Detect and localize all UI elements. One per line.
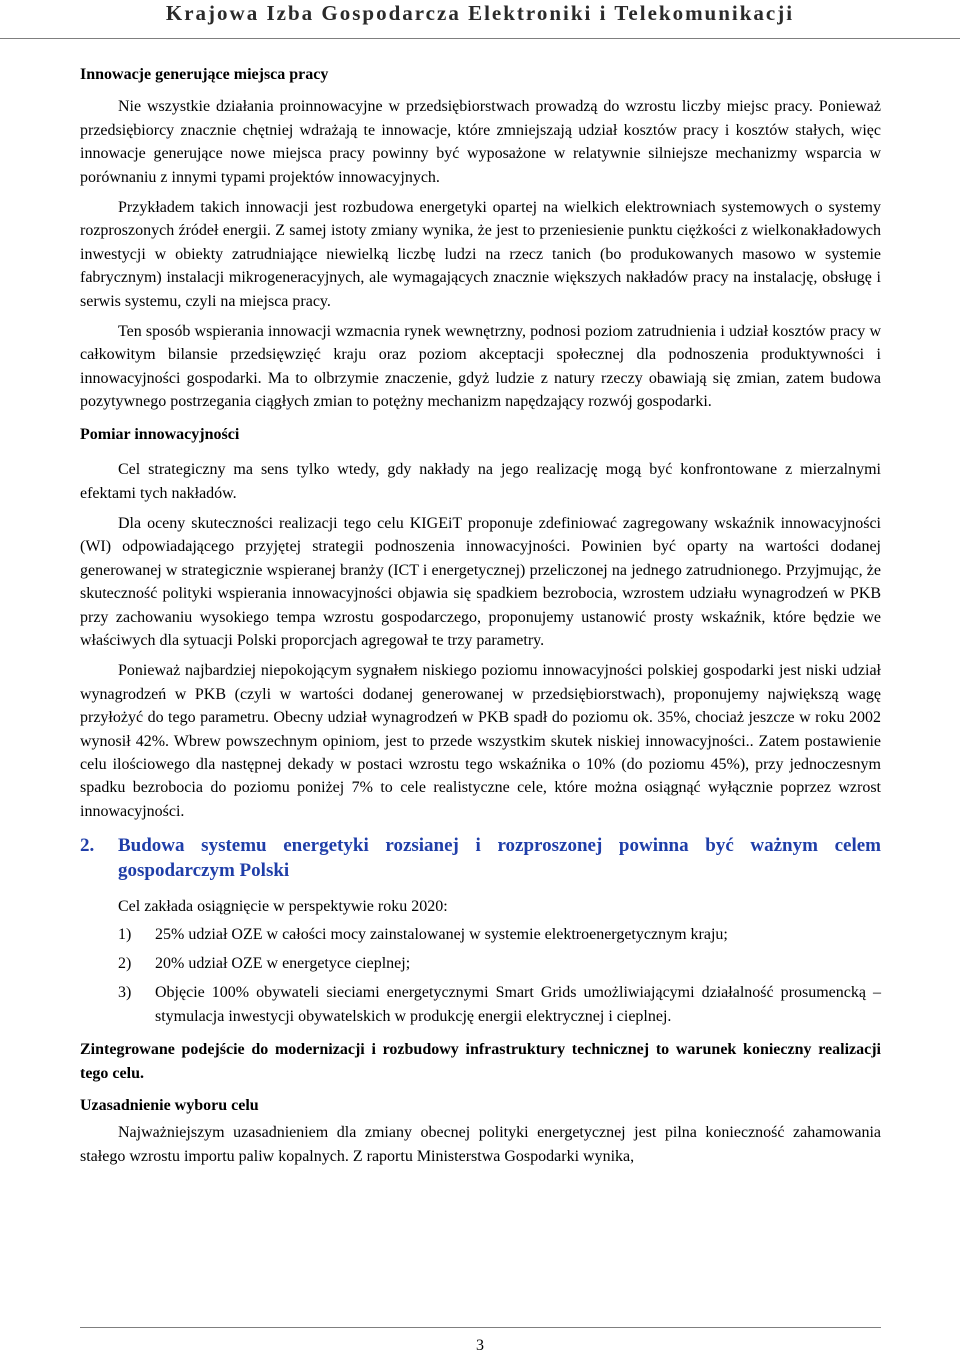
section-number: 2. (80, 835, 95, 857)
list-item-number: 1) (118, 925, 132, 943)
heading-innovations: Innowacje generujące miejsca pracy (80, 66, 329, 83)
list-item (80, 923, 881, 946)
page-number: 3 (476, 1337, 484, 1354)
goals-intro: Cel zakłada osiągnięcie w perspektywie roku 2020: (118, 898, 448, 916)
header-divider (0, 38, 960, 39)
paragraph: Najważniejszym uzasadnieniem dla zmiany obecnej polityki energetycznej jest pilna konieczność zahamowania stałego wzrostu importu paliw kopalnych. Z raportu Ministerstwa Gospodarki wynika, (80, 1124, 881, 1165)
list-item-text: Objęcie 100% obywateli sieciami energetycznymi Smart Grids umożliwiającymi działalność prosumencką – stymulacja inwestycji obywatelskich w produkcję energii elektrycznej i cieplnej. (155, 984, 881, 1025)
paragraph: Przykładem takich innowacji jest rozbudowa energetyki opartej na wielkich elektrowniach systemowych o systemy rozproszonych źródeł energii. Z samej istoty zmiany wynika, że jest to przeniesienie punktu ciężkości z wielkonakładowych inwestycji w obiekty zatrudniające niewielką liczbę ludzi na rzecz tanich (bo produkowanych masowo w systemie fabrycznym) instalacji mikrogeneracyjnych, ale wymagających znacznie większych nakładów pracy na instalację, obsługę i serwis systemu, czyli na miejsca pracy. (80, 199, 881, 310)
list-item (80, 952, 881, 975)
section-title: Budowa systemu energetyki rozsianej i rozproszonej powinna być ważnym celem gospodarczym Polski (118, 835, 881, 882)
heading-justification: Uzasadnienie wyboru celu (80, 1097, 259, 1115)
running-header: Krajowa Izba Gospodarcza Elektroniki i Telekomunikacji (165, 1, 795, 25)
paragraph: Nie wszystkie działania proinnowacyjne w przedsiębiorstwach prowadzą do wzrostu liczby miejsc pracy. Ponieważ przedsiębiorcy znacznie chętniej wdrażają te innowacje, które zmniejszają udział kosztów pracy i kosztów stałych, więc innowacje generujące nowe miejsca pracy powinny być wyposażone w relatywnie silniejsze mechanizmy wsparcia w porównaniu z innymi typami projektów innowacyjnych. (80, 98, 881, 186)
list-item-number: 2) (118, 955, 132, 972)
footer-divider (80, 1327, 881, 1328)
paragraph: Ten sposób wspierania innowacji wzmacnia rynek wewnętrzny, podnosi poziom zatrudnienia i udział kosztów pracy w całkowitym bilansie przedsięwzięć kraju oraz poziom akceptacji społecznej dla podnoszenia produktywności i innowacyjności gospodarki. Ma to olbrzymie znaczenie, gdyż ludzie z natury rzeczy obawiają się zmian, zatem budowa pozytywnego postrzegania ciągłych zmian to potężny mechanizm napędzający rozwój gospodarki. (80, 323, 881, 411)
paragraph: Cel strategiczny ma sens tylko wtedy, gdy nakłady na jego realizację mogą być konfrontowane z mierzalnymi efektami tych nakładów. (80, 461, 881, 502)
heading-measurement: Pomiar innowacyjności (80, 425, 240, 443)
goals-list (80, 923, 881, 1029)
list-item-number: 3) (118, 984, 132, 1002)
list-item (80, 981, 881, 1028)
bold-statement: Zintegrowane podejście do modernizacji i rozbudowy infrastruktury technicznej to warunek konieczny realizacji tego celu. (80, 1041, 881, 1082)
list-item-text: 20% udział OZE w energetyce cieplnej; (155, 955, 411, 972)
paragraph: Dla oceny skuteczności realizacji tego celu KIGEiT proponuje zdefiniować zagregowany wskaźnik innowacyjności (WI) odpowiadającego przyjętej strategii podnoszenia innowacyjności. Powinien być oparty na wartości dodanej generowanej w strategicznie wspieranej branży (ICT i energetycznej) przeliczonej na jednego zatrudnionego. Przyjmując, że skuteczność polityki wspierania innowacyjności objawia się spadkiem bezrobocia, wzrostem udziału wynagrodzeń w PKB przy zachowaniu wysokiego tempa wzrostu gospodarczego, proponujemy ustanowić prosty wskaźnik, które będzie we właściwych dla sytuacji Polski proporcjach agregował te trzy parametry. (80, 514, 881, 649)
section-heading-energy (80, 833, 881, 883)
list-item-text: 25% udział OZE w całości mocy zainstalowanej w systemie elektroenergetycznym kraju; (155, 925, 728, 943)
page-content (80, 63, 881, 1168)
paragraph: Ponieważ najbardziej niepokojącym sygnałem niskiego poziomu innowacyjności polskiej gospodarki jest niski udział wynagrodzeń w PKB (czyli w wartości dodanej generowanej w przedsiębiorstwach), proponujemy największą wagę przyłożyć do tego parametru. Obecny udział wynagrodzeń w PKB spadł do poziomu ok. 35%, chociaż jeszcze w roku 2002 wynosił 42%. Wbrew powszechnym opiniom, jest to przede wszystkim skutek niskiej innowacyjności.. Zatem postawienie celu ilościowego dla następnej dekady w postaci wzrostu tego wskaźnika o 10% (do poziomu 45%), przy jednoczesnym spadku bezrobocia do poziomu poniżej 7% to cele realistyczne cele, które można osiągnąć wyłącznie poprzez wzrost innowacyjności. (80, 662, 881, 820)
